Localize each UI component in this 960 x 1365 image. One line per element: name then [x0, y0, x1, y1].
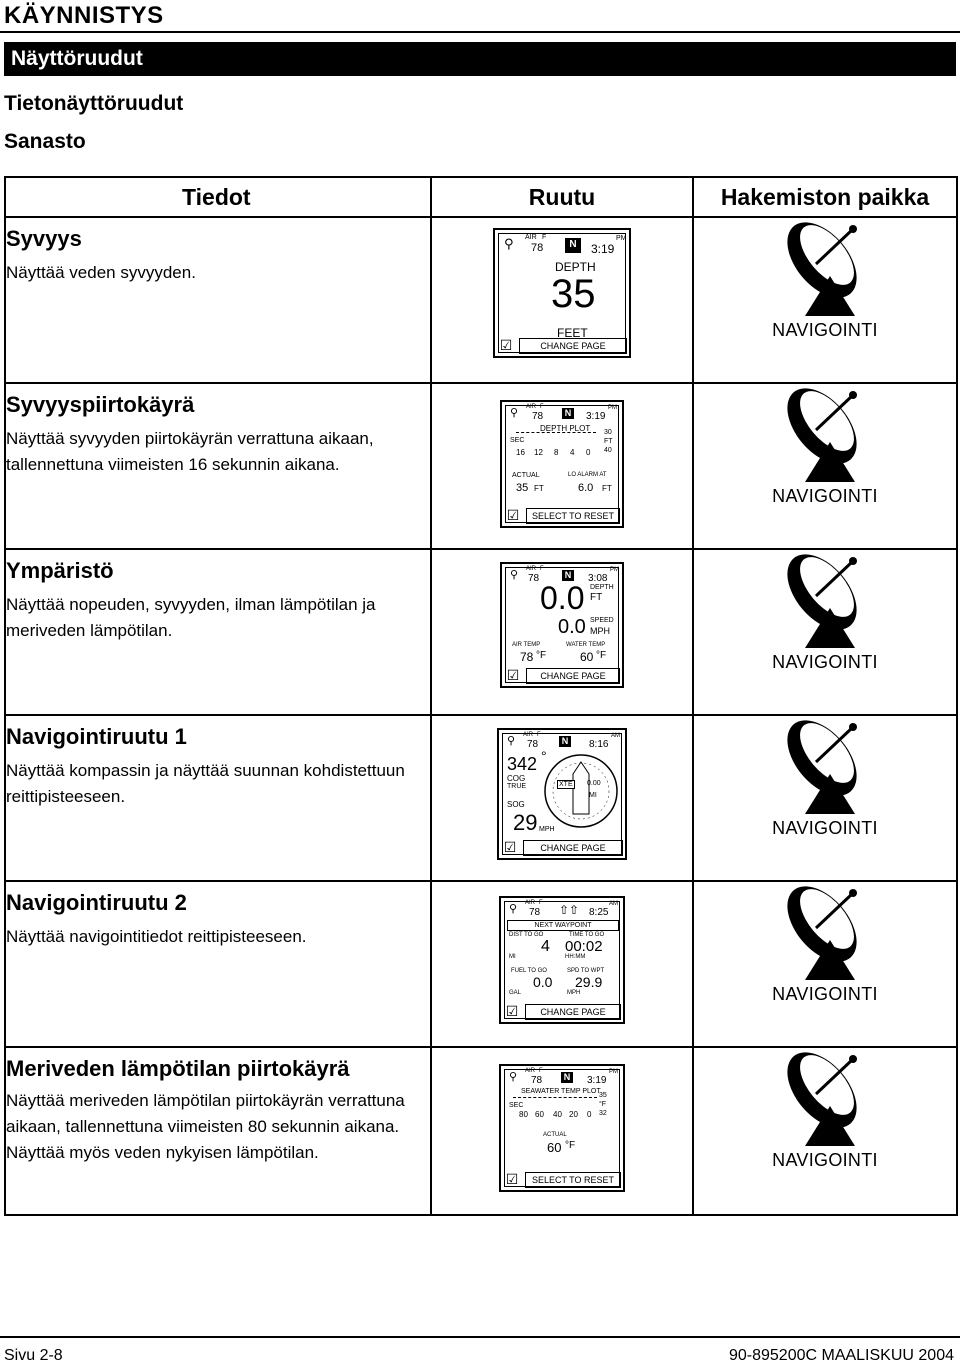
- actual-unit: FT: [534, 484, 544, 493]
- banner-heading: Näyttöruudut: [4, 42, 956, 76]
- compass-rose: [543, 752, 623, 830]
- scale-unit: °F: [599, 1101, 607, 1108]
- location-cell: [694, 384, 956, 515]
- time-to-go-label: TIME TO GO: [569, 932, 605, 938]
- actual-label: ACTUAL: [512, 472, 540, 479]
- scale-bottom: 32: [599, 1110, 607, 1117]
- check-icon: ☑: [505, 1171, 519, 1187]
- seawater-plot-screen: [499, 1064, 625, 1192]
- air-value: 78: [532, 411, 544, 422]
- row-title: Syvyyspiirtokäyrä: [6, 392, 195, 417]
- air-label: AIR: [525, 900, 536, 906]
- tick-label: 0: [587, 1110, 592, 1119]
- heading-glossary: Sanasto: [4, 130, 86, 153]
- table-row: [5, 549, 957, 715]
- air-value: 78: [528, 573, 540, 584]
- dist-value: 4: [541, 938, 550, 955]
- tick-label: 80: [519, 1110, 528, 1119]
- time: 8:25: [589, 907, 609, 918]
- depth-value: 35: [551, 272, 596, 316]
- dist-unit: MI: [509, 954, 516, 960]
- fuel-unit: GAL: [509, 990, 522, 996]
- alarm-label: LO ALARM AT: [568, 472, 607, 478]
- fuel-label: FUEL TO GO: [511, 968, 547, 974]
- tick-label: 20: [569, 1110, 578, 1119]
- plot-title: DEPTH PLOT: [540, 424, 591, 433]
- change-page-bar: ☑ CHANGE PAGE: [526, 668, 620, 684]
- air-label: AIR: [525, 234, 537, 241]
- check-icon: ☑: [506, 507, 520, 523]
- sec-label: SEC: [509, 1102, 524, 1109]
- cog-value: 342: [507, 754, 538, 774]
- select-reset-bar: ☑ SELECT TO RESET: [526, 508, 620, 524]
- header-location: Hakemiston paikka: [693, 177, 957, 217]
- am-pm: PM: [610, 567, 619, 573]
- air-label: AIR: [525, 1068, 536, 1074]
- air-unit: F: [540, 404, 544, 410]
- location-label: NAVIGOINTI: [772, 818, 878, 838]
- air-unit: F: [537, 732, 541, 738]
- alarm-unit: FT: [602, 484, 612, 493]
- satellite-small-icon: ⚲: [510, 407, 519, 419]
- table-row: [5, 217, 957, 383]
- air-label: AIR: [526, 404, 537, 410]
- row-description: Näyttää syvyyden piirtokäyrän verrattuna aikaan, tallennettuna viimeisten 16 sekunnin aikana.: [6, 429, 374, 474]
- water-temp-value: 60: [580, 650, 594, 664]
- table-row: [5, 383, 957, 549]
- location-cell: [694, 1048, 956, 1179]
- tick-label: 12: [534, 448, 543, 457]
- depth-screen: [493, 228, 631, 358]
- satellite-small-icon: ⚲: [504, 236, 514, 251]
- compass-icon: N: [565, 238, 581, 253]
- spd-unit: MPH: [567, 990, 581, 996]
- depth-plot-screen: [500, 400, 624, 528]
- speed-value: 0.0: [558, 616, 586, 638]
- row-description: Näyttää kompassin ja näyttää suunnan kohdistettuun reittipisteeseen.: [6, 761, 405, 806]
- xte-unit: MI: [589, 792, 597, 799]
- water-temp-label: WATER TEMP: [566, 642, 606, 648]
- check-icon: ☑: [503, 839, 517, 855]
- am-pm: PM: [616, 235, 627, 242]
- next-waypoint-label: NEXT WAYPOINT: [507, 920, 619, 931]
- compass-icon: N: [559, 736, 571, 747]
- tick-label: 60: [535, 1110, 544, 1119]
- navigation-1-screen: [497, 728, 627, 860]
- air-temp-label: AIR TEMP: [512, 642, 541, 648]
- satellite-small-icon: ⚲: [509, 1071, 518, 1083]
- document-code: 90-895200C MAALISKUU 2004: [728, 1347, 954, 1364]
- location-cell: [694, 716, 956, 847]
- am-pm: AM: [611, 733, 620, 739]
- environment-screen: [500, 562, 624, 688]
- location-cell: [694, 218, 956, 349]
- actual-label: ACTUAL: [543, 1132, 567, 1138]
- sec-label: SEC: [510, 437, 525, 444]
- sog-label: SOG: [507, 800, 525, 809]
- satellite-dish-icon: [770, 550, 880, 650]
- plot-grid: [516, 432, 596, 433]
- header-info: Tiedot: [5, 177, 431, 217]
- header-screen: Ruutu: [431, 177, 693, 217]
- satellite-small-icon: ⚲: [510, 569, 519, 581]
- row-title: Syvyys: [6, 226, 82, 251]
- location-label: NAVIGOINTI: [772, 320, 878, 340]
- plot-grid: [513, 1097, 597, 1098]
- satellite-dish-icon: [770, 882, 880, 982]
- dist-label: DIST TO GO: [509, 932, 544, 938]
- time: 3:19: [591, 242, 615, 256]
- air-label: AIR: [526, 566, 537, 572]
- air-value: 78: [529, 907, 541, 918]
- section-title: KÄYNNISTYS: [4, 2, 164, 29]
- air-value: 78: [531, 242, 544, 254]
- xte-label: XTE: [559, 781, 573, 788]
- check-icon: ☑: [499, 337, 513, 353]
- time-to-go-value: 00:02: [565, 938, 603, 955]
- tick-label: 8: [554, 448, 559, 457]
- depth-unit: FEET: [557, 326, 588, 340]
- time: 3:08: [588, 573, 608, 584]
- air-temp-unit: °F: [536, 650, 547, 661]
- location-label: NAVIGOINTI: [772, 652, 878, 672]
- time: 8:16: [589, 739, 609, 750]
- tick-label: 0: [586, 448, 591, 457]
- depth-value: 0.0: [540, 580, 585, 616]
- am-pm: PM: [608, 405, 617, 411]
- scale-top: 30: [604, 429, 612, 436]
- alarm-value: 6.0: [578, 482, 594, 494]
- spd-value: 29.9: [575, 974, 603, 990]
- compass-icon: N: [562, 408, 574, 419]
- sog-unit: MPH: [539, 826, 555, 833]
- row-description: Näyttää meriveden lämpötilan piirtokäyrän verrattuna aikaan, tallennettuna viimeisten 80 sekunnin aikana. Näyttää myös veden nykyisen lämpötilan.: [6, 1091, 405, 1162]
- select-reset-bar: ☑ SELECT TO RESET: [525, 1172, 621, 1188]
- speed-unit: MPH: [590, 626, 610, 636]
- table-row: [5, 1047, 957, 1215]
- table-header-row: [5, 177, 957, 217]
- table-row: [5, 715, 957, 881]
- air-unit: F: [542, 234, 547, 241]
- change-page-bar: ☑ CHANGE PAGE: [525, 1004, 621, 1020]
- table-row: [5, 881, 957, 1047]
- air-value: 78: [531, 1075, 543, 1086]
- compass-icon: N: [561, 1072, 573, 1083]
- air-unit: F: [540, 566, 544, 572]
- time: 3:19: [587, 1075, 607, 1086]
- tick-label: 40: [553, 1110, 562, 1119]
- satellite-dish-icon: [770, 1048, 880, 1148]
- satellite-dish-icon: [770, 384, 880, 484]
- row-description: Näyttää veden syvyyden.: [6, 263, 196, 282]
- depth-label: DEPTH: [555, 260, 596, 274]
- am-pm: PM: [609, 1069, 618, 1075]
- location-label: NAVIGOINTI: [772, 1150, 878, 1170]
- scale-unit: FT: [604, 438, 613, 445]
- divider: [0, 31, 960, 33]
- change-page-bar: ☑ CHANGE PAGE: [519, 338, 627, 354]
- check-icon: ☑: [505, 1003, 519, 1019]
- air-unit: F: [539, 1068, 543, 1074]
- fuel-value: 0.0: [533, 974, 553, 990]
- satellite-dish-icon: [770, 716, 880, 816]
- screens-table: [4, 176, 958, 1216]
- time-to-go-unit: HH:MM: [565, 954, 586, 960]
- tick-label: 16: [516, 448, 525, 457]
- row-title: Navigointiruutu 2: [6, 890, 187, 915]
- satellite-small-icon: ⚲: [507, 735, 516, 747]
- location-label: NAVIGOINTI: [772, 984, 878, 1004]
- plot-title: SEAWATER TEMP PLOT: [521, 1088, 601, 1095]
- compass-icon: N: [562, 570, 574, 581]
- scale-top: 35: [599, 1092, 607, 1099]
- time: 3:19: [586, 411, 606, 422]
- true-label: TRUE: [507, 783, 527, 790]
- page-number: Sivu 2-8: [4, 1347, 63, 1364]
- depth-label: DEPTH: [590, 584, 614, 591]
- row-title: Navigointiruutu 1: [6, 724, 187, 749]
- row-title: Ympäristö: [6, 558, 114, 583]
- change-page-bar: ☑ CHANGE PAGE: [523, 840, 623, 856]
- air-temp-value: 78: [520, 650, 534, 664]
- actual-value: 60: [547, 1140, 562, 1155]
- cog-label: COG: [507, 774, 526, 783]
- row-description: Näyttää navigointitiedot reittipisteeseen.: [6, 927, 307, 946]
- degree-sign: °: [541, 748, 547, 764]
- footer-divider: [0, 1336, 960, 1338]
- location-cell: [694, 550, 956, 681]
- air-value: 78: [527, 739, 539, 750]
- satellite-small-icon: ⚲: [509, 903, 518, 915]
- scale-bottom: 40: [604, 447, 612, 454]
- spd-label: SPD TO WPT: [567, 968, 605, 974]
- depth-unit: FT: [590, 592, 603, 603]
- navigation-2-screen: [499, 896, 625, 1024]
- row-title: Meriveden lämpötilan piirtokäyrä: [6, 1056, 350, 1081]
- heading-info-screens: Tietonäyttöruudut: [4, 92, 184, 115]
- waypoint-arrows-icon: ⇧⇧: [559, 903, 580, 917]
- check-icon: ☑: [506, 667, 520, 683]
- air-label: AIR: [523, 732, 534, 738]
- water-temp-unit: °F: [596, 650, 607, 661]
- air-unit: F: [539, 900, 543, 906]
- satellite-dish-icon: [770, 218, 880, 318]
- location-label: NAVIGOINTI: [772, 486, 878, 506]
- row-description: Näyttää nopeuden, syvyyden, ilman lämpötilan ja meriveden lämpötilan.: [6, 595, 376, 640]
- am-pm: AM: [609, 901, 618, 907]
- tick-label: 4: [570, 448, 575, 457]
- location-cell: [694, 882, 956, 1013]
- actual-value: 35: [516, 482, 529, 494]
- xte-value: 0.00: [587, 780, 601, 787]
- speed-label: SPEED: [590, 617, 614, 624]
- actual-unit: °F: [565, 1140, 576, 1151]
- sog-value: 29: [513, 810, 538, 835]
